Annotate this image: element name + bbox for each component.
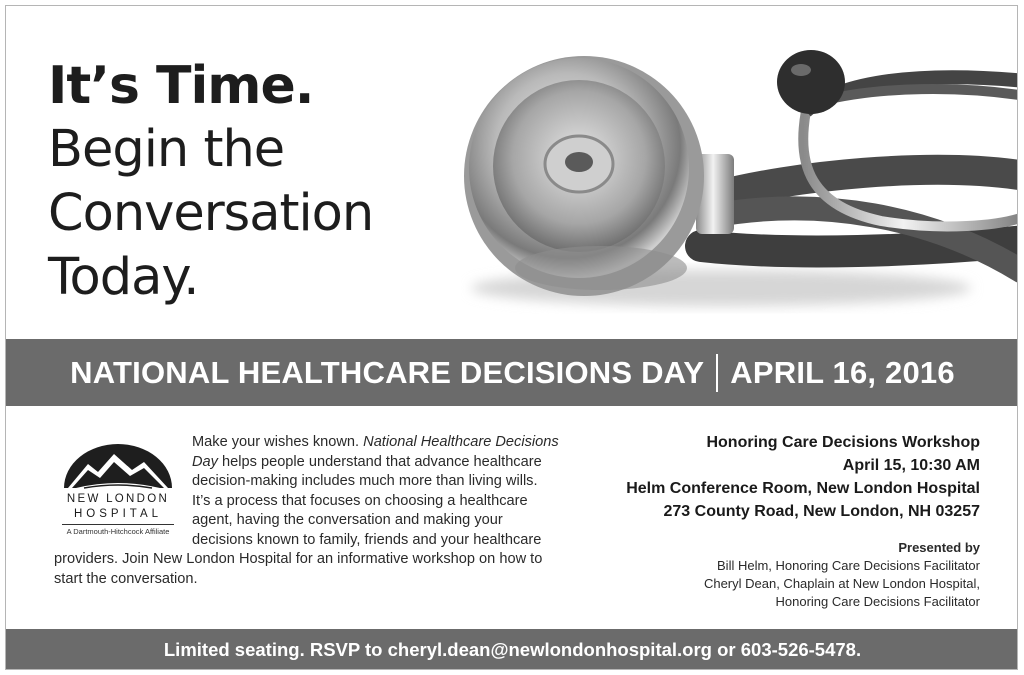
headline-line-1: It’s Time. bbox=[48, 56, 314, 116]
workshop-address: 273 County Road, New London, NH 03257 bbox=[663, 503, 980, 520]
presenter-2-role: Honoring Care Decisions Facilitator bbox=[775, 594, 980, 609]
event-name: NATIONAL HEALTHCARE DECISIONS DAY bbox=[70, 354, 705, 390]
workshop-title: Honoring Care Decisions Workshop bbox=[706, 434, 980, 451]
intro-body: helps people understand that advance healthcare decision-making includes much more than living wills. It’s a process that focuses on choosing a healthcare agent, having the conversation and making your decisions known to family, friends and your healthcare providers. Join New London Hospital for an informative workshop on how to start the conversation. bbox=[54, 453, 543, 587]
intro-event-name: National Healthcare Decisions Day bbox=[192, 434, 559, 470]
headline-line-2: Begin the bbox=[48, 120, 285, 179]
intro-paragraph bbox=[54, 433, 559, 589]
logo-space bbox=[54, 433, 192, 546]
event-date: APRIL 16, 2016 bbox=[730, 354, 955, 390]
intro-lead: Make your wishes known. bbox=[192, 434, 360, 450]
banner-divider bbox=[716, 354, 718, 392]
workshop-venue: Helm Conference Room, New London Hospital bbox=[626, 480, 980, 497]
logo-tagline: A Dartmouth-Hitchcock Affiliate bbox=[66, 527, 170, 536]
workshop-datetime: April 15, 10:30 AM bbox=[842, 457, 980, 474]
logo-name-line-2: HOSPITAL bbox=[73, 508, 163, 520]
hero-section bbox=[6, 6, 1018, 339]
presenter-1: Bill Helm, Honoring Care Decisions Facilitator bbox=[717, 558, 980, 573]
flyer bbox=[5, 5, 1018, 670]
rsvp-text: Limited seating. RSVP to cheryl.dean@newlondonhospital.org or 603-526-5478. bbox=[163, 639, 862, 660]
rsvp-banner bbox=[6, 629, 1018, 670]
stethoscope-image bbox=[461, 26, 1018, 316]
logo-name-line-1: NEW LONDON bbox=[66, 493, 170, 505]
workshop-details bbox=[550, 431, 980, 523]
headline-line-3: Conversation bbox=[48, 184, 374, 243]
headline-line-4: Today. bbox=[48, 248, 199, 307]
presenters-heading: Presented by bbox=[898, 540, 980, 555]
presenters bbox=[550, 539, 980, 611]
presenter-2: Cheryl Dean, Chaplain at New London Hospital, bbox=[703, 576, 980, 591]
event-banner bbox=[6, 339, 1018, 406]
headline bbox=[48, 54, 448, 310]
